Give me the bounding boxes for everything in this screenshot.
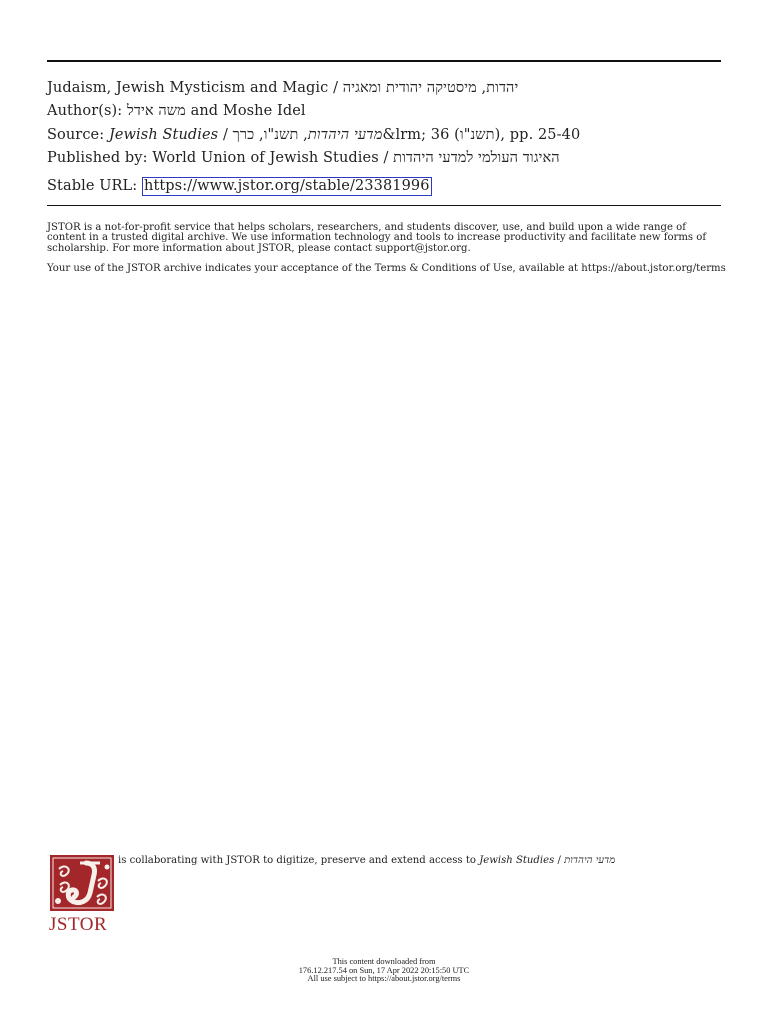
stable-url-link[interactable]: https://www.jstor.org/stable/23381996 [144, 178, 430, 194]
collab-journal: Jewish Studies [479, 855, 555, 866]
article-title-he: יהדות, מיסטיקה יהודית ומאגיה [342, 80, 519, 96]
publisher-separator: / [378, 150, 394, 166]
source-line [47, 126, 727, 144]
download-line-2: 176.12.217.54 on Sun, 17 Apr 2022 20:15:50 UTC [298, 965, 470, 975]
publisher-en: World Union of Jewish Studies [152, 150, 379, 166]
download-line-3: All use subject to https://about.jstor.org/terms [307, 974, 461, 984]
top-divider [47, 60, 721, 62]
source-separator: / [218, 127, 233, 143]
header-divider [47, 205, 721, 206]
source-details: , תשנ"ו, כרך&lrm; 36 (תשנ"ו), pp. 25-40 [232, 127, 581, 143]
source-label: Source: [47, 127, 105, 143]
publisher-he: האיגוד העולמי למדעי היהדות [393, 150, 560, 166]
jstor-wordmark: JSTOR [49, 914, 108, 935]
publisher-line [47, 149, 727, 167]
download-line-1: This content downloaded from [332, 957, 436, 966]
collab-journal-he: מדעי היהדות [564, 855, 616, 866]
author-name-he: משה אידל [127, 103, 186, 119]
jstor-about-notice: JSTOR is a not-for-profit service that helps scholars, researchers, and students discover, use, and build upon a wide range of content in a trusted digital archive. We use information technology and tools to increase productivity and facilitate new forms of scholarship. For more information about JSTOR, please contact support@jstor.org. [47, 222, 707, 254]
published-label: Published by: [47, 150, 148, 166]
authors-label: Author(s): [47, 103, 123, 119]
source-journal: Jewish Studies [108, 127, 219, 143]
collab-separator: / [554, 855, 565, 866]
download-info [0, 958, 768, 984]
stable-url-line [47, 177, 727, 196]
article-title-en: Judaism, Jewish Mysticism and Magic [47, 80, 329, 96]
publisher-logo-icon [50, 855, 114, 911]
author-name-en: and Moshe Idel [190, 103, 306, 119]
stable-url-label: Stable URL: [47, 178, 138, 194]
article-title-line [47, 79, 727, 97]
collaboration-statement [118, 856, 678, 867]
title-separator: / [328, 80, 343, 96]
terms-notice: Your use of the JSTOR archive indicates your acceptance of the Terms & Conditions of Use, available at https://about.jstor.org/terms [47, 263, 726, 274]
collab-prefix: is collaborating with JSTOR to digitize, preserve and extend access to [118, 855, 476, 866]
source-journal-he: מדעי היהדות [307, 127, 383, 143]
authors-line [47, 102, 727, 120]
